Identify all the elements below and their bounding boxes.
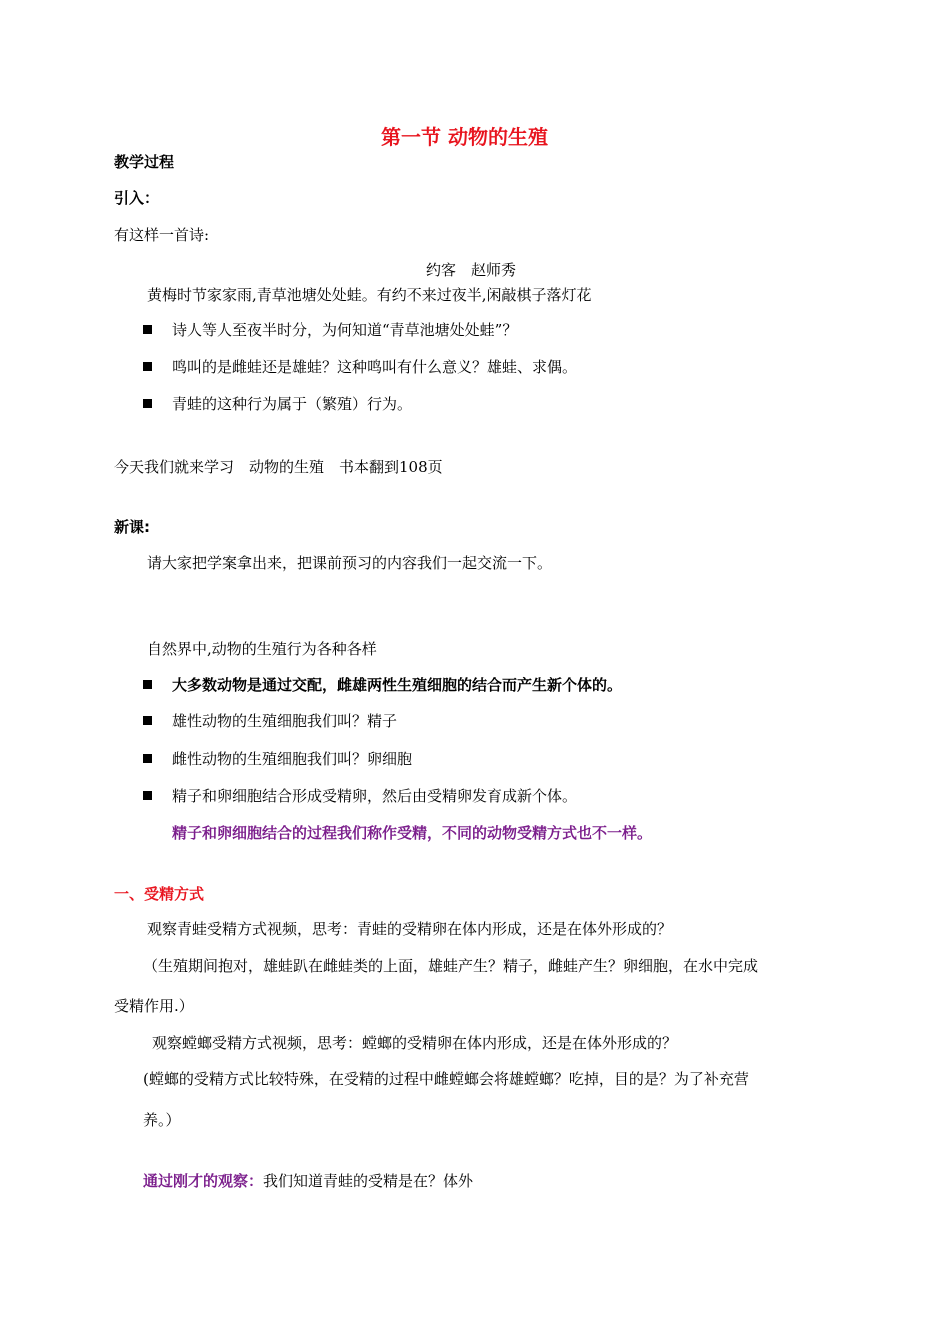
frog-answer-line-1: （生殖期间抱对，雄蛙趴在雌蛙类的上面，雄蛙产生？精子，雌蛙产生？卵细胞，在水中完成 <box>143 957 759 975</box>
square-bullet-icon <box>143 680 152 689</box>
square-bullet-icon <box>143 791 152 800</box>
page-title: 第一节 动物的生殖 <box>381 125 548 149</box>
observation-label: 通过刚才的观察： <box>143 1172 264 1190</box>
intro-label: 引入： <box>114 189 160 207</box>
square-bullet-icon <box>143 399 152 408</box>
poem-text: 黄梅时节家家雨,青草池塘处处蛙。有约不来过夜半,闲敲棋子落灯花 <box>147 286 592 304</box>
section-teaching-process: 教学过程 <box>114 153 175 171</box>
square-bullet-icon <box>143 362 152 371</box>
square-bullet-icon <box>143 325 152 334</box>
frog-answer-line-2: 受精作用.） <box>114 997 194 1015</box>
nature-text: 自然界中,动物的生殖行为各种各样 <box>147 640 377 658</box>
observation-text: 我们知道青蛙的受精是在？体外 <box>263 1172 474 1190</box>
observation-line <box>143 1171 473 1191</box>
mantis-answer-line-2: 养。） <box>143 1111 181 1129</box>
section-heading-fertilization: 一、受精方式 <box>114 885 205 903</box>
today-text: 今天我们就来学习 动物的生殖 书本翻到108页 <box>114 458 443 476</box>
mantis-question: 观察螳螂受精方式视频，思考：螳螂的受精卵在体内形成，还是在体外形成的？ <box>152 1034 678 1052</box>
new-lesson-text: 请大家把学案拿出来，把课前预习的内容我们一起交流一下。 <box>147 554 553 572</box>
square-bullet-icon <box>143 754 152 763</box>
mantis-answer-line-1: (螳螂的受精方式比较特殊，在受精的过程中雌螳螂会将雄螳螂？吃掉，目的是？为了补充营 <box>143 1070 749 1088</box>
square-bullet-icon <box>143 716 152 725</box>
new-lesson-label: 新课: <box>114 518 150 536</box>
frog-question: 观察青蛙受精方式视频，思考：青蛙的受精卵在体内形成，还是在体外形成的？ <box>147 920 673 938</box>
poem-title: 约客 赵师秀 <box>426 261 517 279</box>
fertilization-note: 精子和卵细胞结合的过程我们称作受精，不同的动物受精方式也不一样。 <box>172 824 653 842</box>
intro-text: 有这样一首诗: <box>114 226 210 244</box>
